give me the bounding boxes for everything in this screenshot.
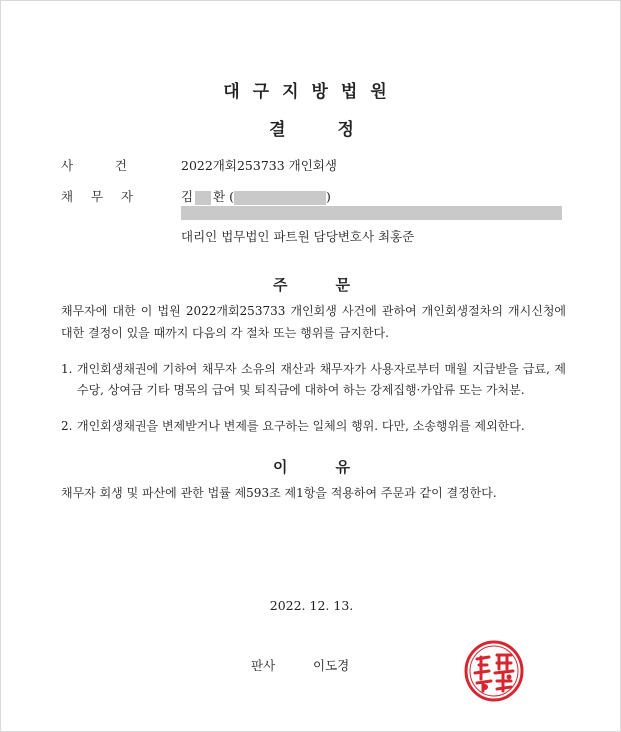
order-heading-char: 문 — [335, 276, 350, 294]
document-title-char-2: 정 — [337, 120, 354, 140]
reason-heading-char: 유 — [335, 458, 350, 476]
reason-heading — [1, 456, 621, 477]
debtor-name — [181, 187, 331, 205]
order-item-number: 2. — [61, 419, 73, 433]
order-item-text: 개인회생채권에 기하여 채무자 소유의 재산과 채무자가 사용자로부터 매월 지급받을 급료, 제수당, 상여금 기타 명목의 급여 및 퇴직금에 대하여 하는 강제집행·가압류 또는 가처분. — [77, 362, 566, 397]
order-heading — [1, 274, 621, 295]
debtor-name-first: 김 — [181, 189, 194, 204]
case-number: 2022개회253733 개인회생 — [181, 158, 337, 173]
case-label — [61, 156, 127, 174]
debtor-id-close: ) — [326, 189, 331, 204]
order-item-text: 개인회생채권을 변제받거나 변제를 요구하는 일체의 행위. 다만, 소송행위를 제외한다. — [77, 419, 525, 433]
judge-signature — [251, 656, 349, 674]
address-redaction — [181, 206, 562, 220]
judge-label: 판사 — [251, 658, 276, 673]
representative: 대리인 법무법인 파트원 담당변호사 최홍준 — [181, 229, 415, 244]
debtor-label-char: 채 — [61, 189, 74, 204]
reason-heading-char: 이 — [273, 458, 288, 476]
document-title — [1, 115, 621, 140]
debtor-label-char: 자 — [120, 189, 133, 204]
document-title-char-1: 결 — [269, 120, 286, 140]
judge-seal-icon — [463, 639, 525, 703]
case-label-char: 사 — [61, 158, 74, 173]
order-heading-char: 주 — [273, 276, 288, 294]
debtor-label-char: 무 — [90, 189, 104, 204]
order-item — [61, 416, 566, 437]
debtor-name-last: 환 ( — [213, 189, 235, 204]
order-item-number: 1. — [61, 362, 73, 376]
redaction-block — [234, 191, 326, 205]
order-intro: 채무자에 대한 이 법원 2022개회253733 개인회생 사건에 관하여 개인회생절차의 개시신청에 대한 결정이 있을 때까지 다음의 각 절차 또는 행위를 금지한다. — [61, 304, 566, 340]
redaction-block — [195, 191, 211, 205]
court-name: 대구지방법원 — [223, 82, 400, 102]
reason-text: 채무자 회생 및 파산에 관한 법률 제593조 제1항을 적용하여 주문과 같이 결정한다. — [61, 486, 497, 500]
judge-name: 이도경 — [313, 658, 350, 673]
case-label-char: 건 — [114, 158, 127, 173]
order-item — [61, 359, 566, 401]
decision-date: 2022. 12. 13. — [269, 598, 354, 613]
debtor-label — [61, 187, 133, 205]
